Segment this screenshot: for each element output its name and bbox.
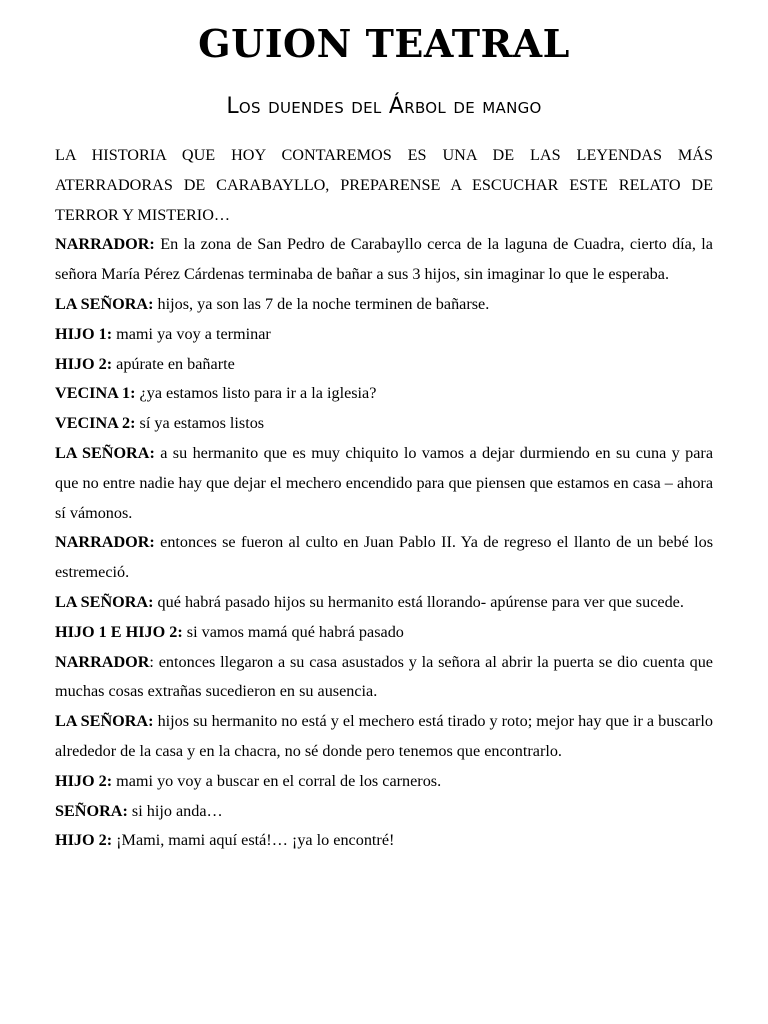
dialogue-text: qué habrá pasado hijos su hermanito está llorando- apúrense para ver que sucede. [153,592,684,611]
dialogue-line [55,409,713,439]
speaker-label: NARRADOR: [55,235,155,254]
dialogue-line [55,439,713,528]
dialogue-text: mami yo voy a buscar en el corral de los carneros. [112,771,442,790]
speaker-label: VECINA 1: [55,384,136,403]
dialogue-text: hijos su hermanito no está y el mechero está tirado y roto; mejor hay que ir a buscarlo alrededor de la casa y en la chacra, no sé donde pero tenemos que encontrarlo. [55,712,713,760]
speaker-label: LA SEÑORA: [55,592,154,611]
speaker-label: NARRADOR: [55,533,155,552]
dialogue-text: ¿ya estamos listo para ir a la iglesia? [135,384,377,403]
dialogue-line [55,797,713,827]
dialogue-text: apúrate en bañarte [112,354,235,373]
dialogue-text: hijos, ya son las 7 de la noche terminen de bañarse. [153,294,490,313]
dialogue-line [55,350,713,380]
document-body [55,141,713,856]
dialogue-text: a su hermanito que es muy chiquito lo vamos a dejar durmiendo en su cuna y para que no entre nadie hay que dejar el mechero encendido para que piensen que estamos en casa – ahora sí vámonos. [55,443,714,522]
dialogue-line [55,618,713,648]
dialogue-line [55,767,713,797]
document-subtitle: Los duendes del Árbol de mango [226,94,542,119]
speaker-label: VECINA 2: [55,414,136,433]
dialogue-text: si vamos mamá qué habrá pasado [182,622,404,641]
dialogue-text: : entonces llegaron a su casa asustados y la señora al abrir la puerta se dio cuenta que muchas cosas extrañas sucedieron en su ausencia. [55,652,713,701]
dialogue-text: ¡Mami, mami aquí está!… ¡ya lo encontré! [112,831,395,850]
dialogue-line [55,588,713,618]
dialogue-line [55,320,713,350]
speaker-label: HIJO 1 E HIJO 2: [55,622,183,641]
dialogue-text: si hijo anda… [127,801,223,820]
dialogue-text: sí ya estamos listos [135,414,265,433]
document-title: GUION TEATRAL [198,21,570,66]
speaker-label: LA SEÑORA: [55,712,154,731]
speaker-label: SEÑORA: [55,801,128,820]
dialogue-line [55,648,713,708]
dialogue-text: entonces se fueron al culto en Juan Pablo II. Ya de regreso el llanto de un bebé los estremeció. [55,533,713,582]
speaker-label: HIJO 2: [55,354,113,373]
speaker-label: NARRADOR [55,652,150,671]
dialogue-text: mami ya voy a terminar [112,324,271,343]
speaker-label: HIJO 1: [55,324,113,343]
speaker-label: LA SEÑORA: [55,443,155,462]
dialogue-line [55,230,713,290]
dialogue-line [55,826,713,856]
dialogue-line [55,707,713,767]
dialogue-line [55,379,713,409]
intro-paragraph: LA HISTORIA QUE HOY CONTAREMOS ES UNA DE LAS LEYENDAS MÁS ATERRADORAS DE CARABAYLLO, PREPARENSE A ESCUCHAR ESTE RELATO DE TERROR Y MISTERIO… [55,146,713,224]
speaker-label: LA SEÑORA: [55,294,154,313]
dialogue-line [55,290,713,320]
dialogue-text: En la zona de San Pedro de Carabayllo cerca de la laguna de Cuadra, cierto día, la señora María Pérez Cárdenas terminaba de bañar a sus 3 hijos, sin imaginar lo que le esperaba. [55,235,713,284]
speaker-label: HIJO 2: [55,771,113,790]
dialogue-line [55,528,713,588]
speaker-label: HIJO 2: [55,831,113,850]
